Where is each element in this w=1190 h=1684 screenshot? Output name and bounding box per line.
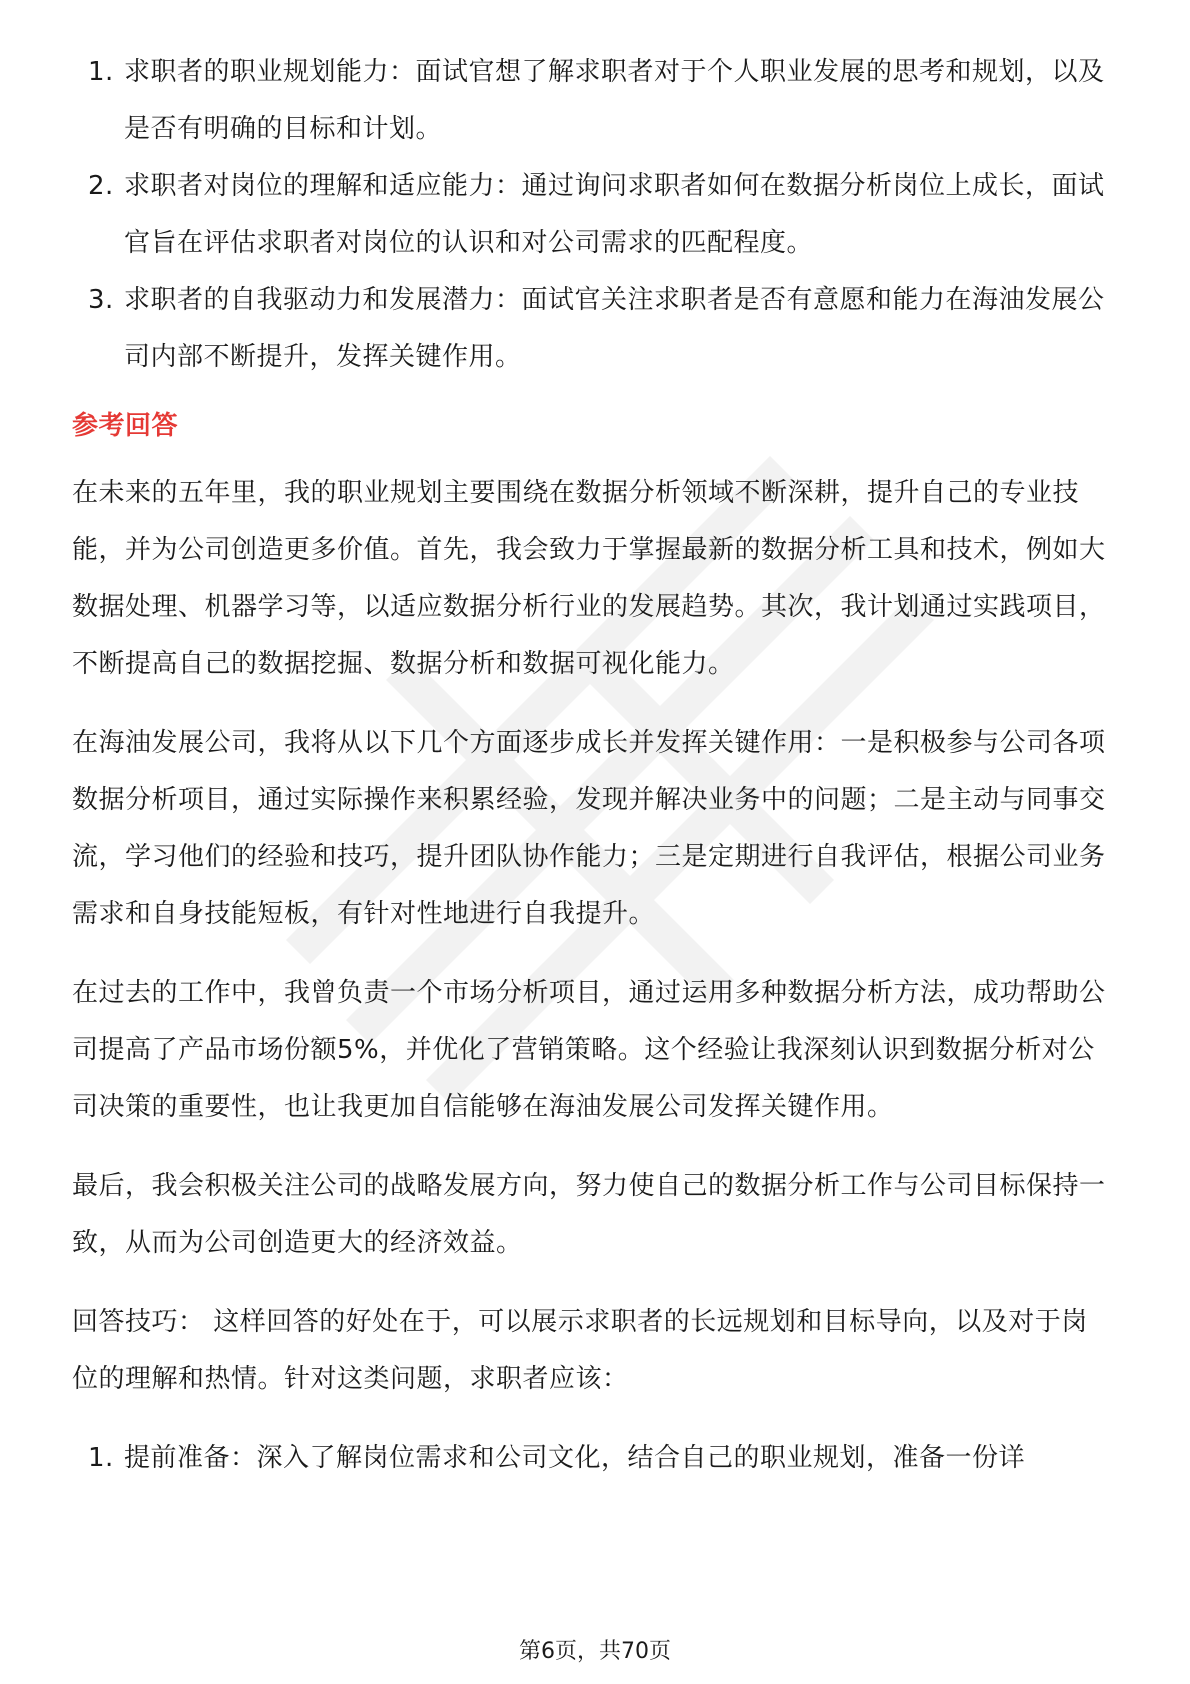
list-number: 2.	[88, 171, 114, 201]
list-text: 求职者对岗位的理解和适应能力：通过询问求职者如何在数据分析岗位上成长，面试官旨在评估求职者对岗位的认识和对公司需求的匹配程度。	[124, 171, 1105, 258]
list-number: 1.	[88, 57, 114, 87]
answer-paragraph: 在未来的五年里，我的职业规划主要围绕在数据分析领域不断深耕，提升自己的专业技能，并为公司创造更多价值。首先，我会致力于掌握最新的数据分析工具和技术，例如大数据处理、机器学习等，以适应数据分析行业的发展趋势。其次，我计划通过实践项目，不断提高自己的数据挖掘、数据分析和数据可视化能力。	[72, 478, 1106, 679]
list-number: 3.	[88, 285, 114, 315]
list-item	[72, 44, 1112, 158]
list-text: 提前准备：深入了解岗位需求和公司文化，结合自己的职业规划，准备一份详	[124, 1443, 1026, 1473]
list-item	[72, 272, 1112, 386]
criteria-list	[72, 44, 1112, 386]
tips-list	[72, 1430, 1112, 1487]
answer-paragraph: 在过去的工作中，我曾负责一个市场分析项目，通过运用多种数据分析方法，成功帮助公司提高了产品市场份额5%，并优化了营销策略。这个经验让我深刻认识到数据分析对公司决策的重要性，也让我更加自信能够在海油发展公司发挥关键作用。	[72, 978, 1106, 1122]
page-number: 第6页，共70页	[519, 1639, 671, 1664]
tips-paragraph: 回答技巧： 这样回答的好处在于，可以展示求职者的长远规划和目标导向，以及对于岗位的理解和热情。针对这类问题，求职者应该：	[72, 1307, 1088, 1394]
list-number: 1.	[88, 1443, 114, 1473]
answer-paragraph: 最后，我会积极关注公司的战略发展方向，努力使自己的数据分析工作与公司目标保持一致，从而为公司创造更大的经济效益。	[72, 1171, 1106, 1258]
section-heading: 参考回答	[72, 411, 179, 441]
list-text: 求职者的职业规划能力：面试官想了解求职者对于个人职业发展的思考和规划，以及是否有明确的目标和计划。	[124, 57, 1105, 144]
list-item	[72, 158, 1112, 272]
list-item	[72, 1430, 1112, 1487]
list-text: 求职者的自我驱动力和发展潜力：面试官关注求职者是否有意愿和能力在海油发展公司内部不断提升，发挥关键作用。	[124, 285, 1105, 372]
document-body	[72, 44, 1112, 1487]
answer-paragraph: 在海油发展公司，我将从以下几个方面逐步成长并发挥关键作用：一是积极参与公司各项数据分析项目，通过实际操作来积累经验，发现并解决业务中的问题；二是主动与同事交流，学习他们的经验和技巧，提升团队协作能力；三是定期进行自我评估，根据公司业务需求和自身技能短板，有针对性地进行自我提升。	[72, 728, 1106, 929]
